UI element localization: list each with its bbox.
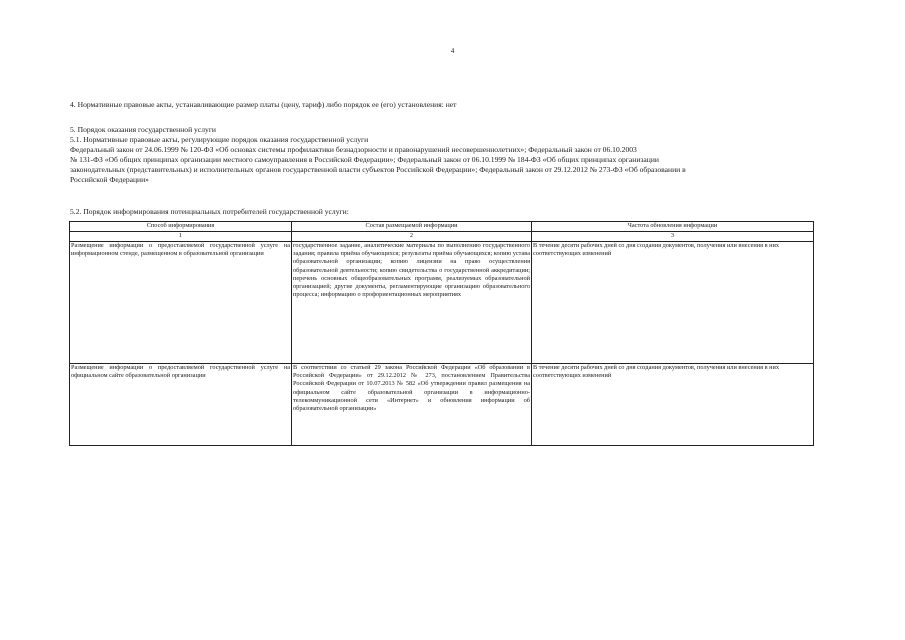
row-1-content: государственное задание, аналитические материалы по выполнению государственного задания; правила приёма обучающихся; результаты приёма обучающихся; копию устава образовательной организации; копию лицензии на право осуществления образовательной деятельности; копию свидетельства о государственной аккредитации; перечень основных общеобразовательных программ, реализуемых образовательной организацией; другие документы, регламентирующие организацию образовательного процесса; информацию о профориентационных мероприятиях: [292, 242, 532, 364]
laws-line-1: Федеральный закон от 24.06.1999 № 120-ФЗ «Об основах системы профилактики безнадзорности и правонарушений несовершеннолетних»; Федеральный закон от 06.10.2003: [70, 145, 637, 154]
laws-line-3: законодательных (представительных) и исполнительных органов государственной власти субъектов Российской Федерации»; Федеральный закон от 29.12.2012 № 273-ФЗ «Об образовании в: [70, 165, 686, 174]
row-2-frequency: В течение десяти рабочих дней со дня создания документов, получения или внесения в них соответствующих изменений: [532, 364, 814, 446]
laws-line-4: Российской Федерации»: [70, 175, 149, 184]
table-row: [70, 242, 814, 364]
column-number-2: 2: [292, 232, 532, 242]
table-header-row: [70, 222, 814, 232]
informing-table: [69, 221, 814, 446]
header-frequency: Частота обновления информации: [532, 222, 814, 232]
laws-line-2: № 131-ФЗ «Об общих принципах организации местного самоуправления в Российской Федерации»; Федеральный закон от 06.10.1999 № 184-ФЗ «Об общих принципах организации: [70, 155, 659, 164]
section-4-fees: 4. Нормативные правовые акты, устанавливающие размер платы (цену, тариф) либо порядок ее (его) установления: нет: [70, 100, 457, 109]
page-number: 4: [450, 47, 455, 55]
row-2-method: Размещение информации о предоставляемой государственной услуге на официальном сайте образовательной организации: [70, 364, 292, 446]
row-2-content: В соответствии со статьей 29 закона Российской Федерации «Об образовании в Российской Федерации» от 29.12.2012 № 273, постановлением Правительства Российской Федерации от 10.07.2013 № 582 «Об утверждении правил размещения на официальном сайте образовательной организации в информационно-телекоммуникационной сети «Интернет» и обновления информации об образовательной организации»: [292, 364, 532, 446]
header-method: Способ информирования: [70, 222, 292, 232]
row-1-method: Размещение информации о предоставляемой государственной услуге на информационном стенде, размещенном в образовательной организации: [70, 242, 292, 364]
header-content: Состав размещаемой информации: [292, 222, 532, 232]
row-1-frequency: В течение десяти рабочих дней со дня создания документов, получения или внесения в них соответствующих изменений: [532, 242, 814, 364]
column-number-1: 1: [70, 232, 292, 242]
section-5-title: 5. Порядок оказания государственной услуги: [70, 125, 216, 134]
section-5-1-title: 5.1. Нормативные правовые акты, регулирующие порядок оказания государственной услуги: [70, 135, 369, 144]
column-number-3: 3: [532, 232, 814, 242]
section-5-2-title: 5.2. Порядок информирования потенциальных потребителей государственной услуги:: [70, 207, 349, 216]
table-row: [70, 364, 814, 446]
table-number-row: [70, 232, 814, 242]
